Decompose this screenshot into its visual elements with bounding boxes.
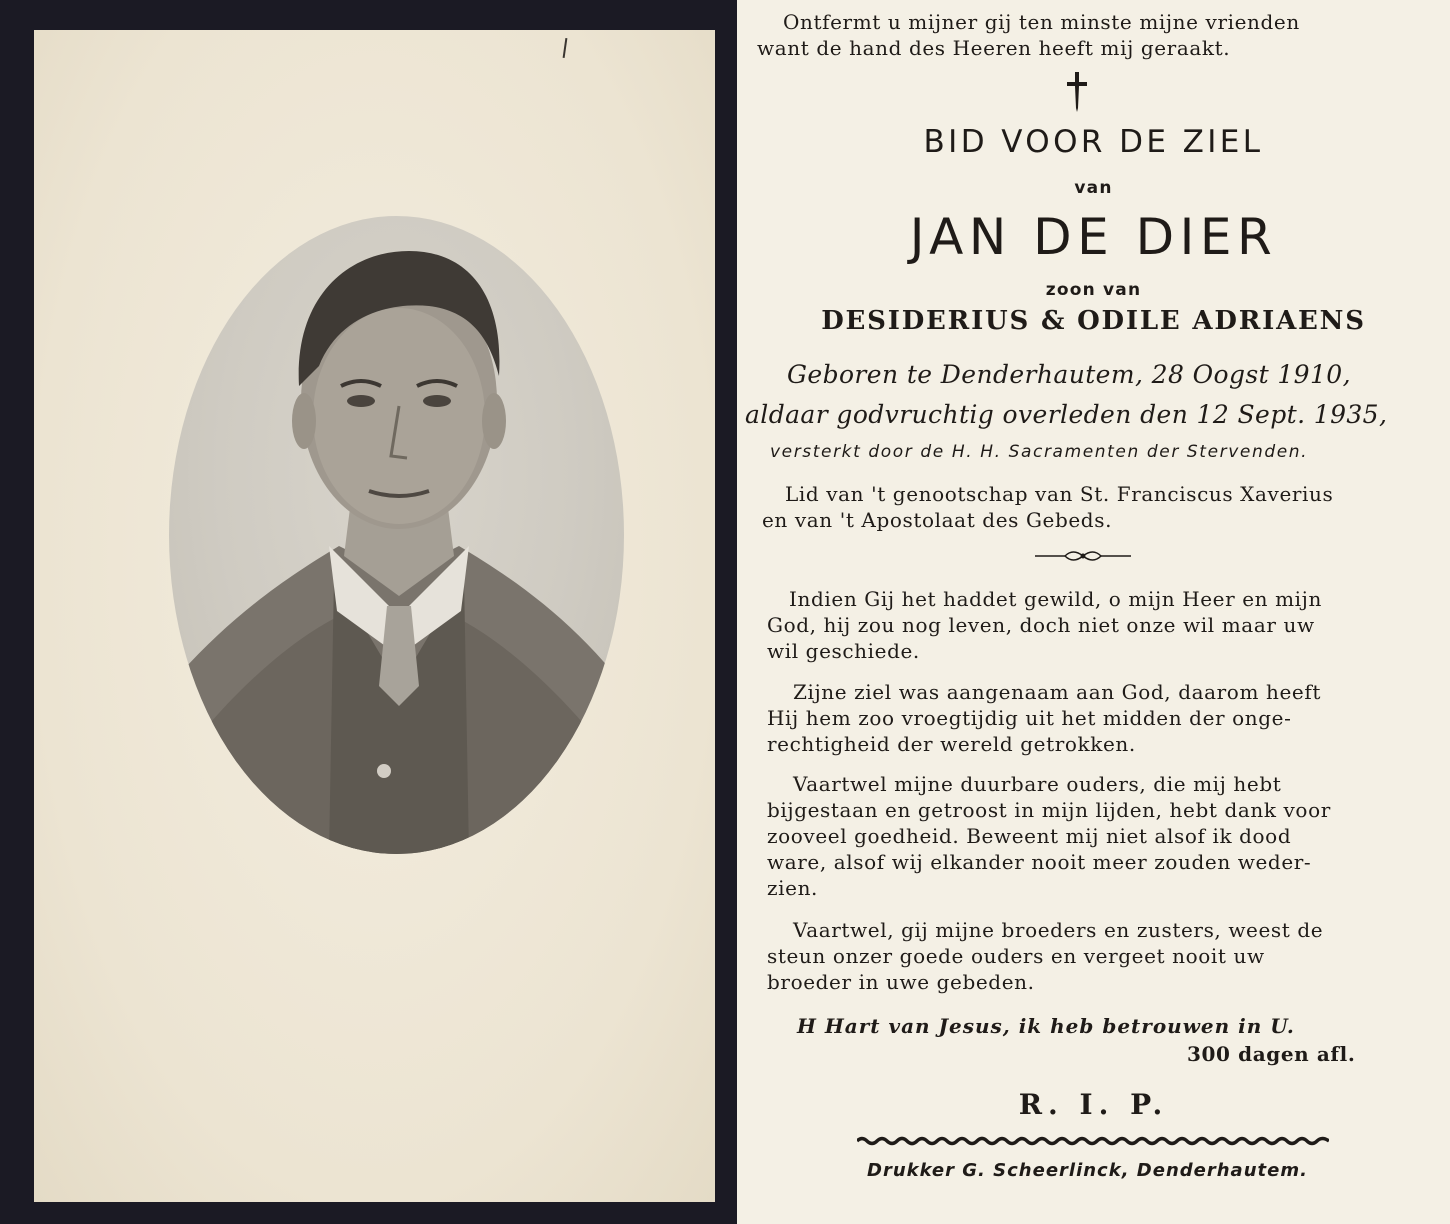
membership-line-2: en van 't Apostolaat des Gebeds. xyxy=(762,508,1113,532)
paragraph-2-line-1: Zijne ziel was aangenaam aan God, daarom heeft xyxy=(793,680,1321,704)
paragraph-3-line-1: Vaartwel mijne duurbare ouders, die mij hebt xyxy=(793,772,1282,796)
paragraph-1-line-1: Indien Gij het haddet gewild, o mijn Heer en mijn xyxy=(789,587,1322,611)
indulgence-line: 300 dagen afl. xyxy=(1187,1042,1356,1066)
verse-line-1: Ontfermt u mijner gij ten minste mijne vrienden xyxy=(783,10,1300,34)
paragraph-1-line-3: wil geschiede. xyxy=(767,639,920,663)
verse-line-2: want de hand des Heeren heeft mij geraakt. xyxy=(757,36,1231,60)
prayer-line: H Hart van Jesus, ik heb betrouwen in U. xyxy=(797,1014,1295,1038)
portrait-photo xyxy=(169,216,624,854)
paragraph-3-line-2: bijgestaan en getroost in mijn lijden, hebt dank voor xyxy=(767,798,1331,822)
paragraph-4-line-3: broeder in uwe gebeden. xyxy=(767,970,1035,994)
paragraph-2-line-2: Hij hem zoo vroegtijdig uit het midden der onge- xyxy=(767,706,1292,730)
paragraph-1-line-2: God, hij zou nog leven, doch niet onze wil maar uw xyxy=(767,613,1315,637)
paragraph-3-line-3: zooveel goedheid. Beweent mij niet alsof ik dood xyxy=(767,824,1292,848)
memorial-text-card xyxy=(737,0,1450,1224)
portrait-illustration xyxy=(169,216,624,854)
printer-credit: Drukker G. Scheerlinck, Denderhautem. xyxy=(867,1160,1308,1181)
paragraph-3-line-5: zien. xyxy=(767,876,819,900)
zoon-van-label: zoon van xyxy=(1045,280,1142,300)
paragraph-3-line-4: ware, alsof wij elkander nooit meer zouden weder- xyxy=(767,850,1312,874)
heading-bid-voor-de-ziel: BID VOOR DE ZIEL xyxy=(923,124,1264,160)
ornament-divider xyxy=(1035,548,1131,564)
sacrament-line: versterkt door de H. H. Sacramenten der Stervenden. xyxy=(770,442,1309,462)
paragraph-4-line-2: steun onzer goede ouders en vergeet nooit uw xyxy=(767,944,1265,968)
death-line: aldaar godvruchtig overleden den 12 Sept. 1935, xyxy=(745,400,1388,429)
paragraph-4-line-1: Vaartwel, gij mijne broeders en zusters, weest de xyxy=(793,918,1324,942)
pencil-mark xyxy=(563,38,568,58)
paragraph-2-line-3: rechtigheid der wereld getrokken. xyxy=(767,732,1136,756)
parents-names: DESIDERIUS & ODILE ADRIAENS xyxy=(821,306,1366,336)
deceased-name: JAN DE DIER xyxy=(909,208,1278,266)
birth-line: Geboren te Denderhautem, 28 Oogst 1910, xyxy=(787,360,1351,389)
membership-line-1: Lid van 't genootschap van St. Franciscus Xaverius xyxy=(785,482,1334,506)
rip-label: R. I. P. xyxy=(1018,1088,1169,1121)
van-label: van xyxy=(1074,178,1113,198)
cross-icon xyxy=(1065,70,1089,114)
photo-card xyxy=(34,30,715,1202)
wavy-rule xyxy=(857,1134,1329,1148)
